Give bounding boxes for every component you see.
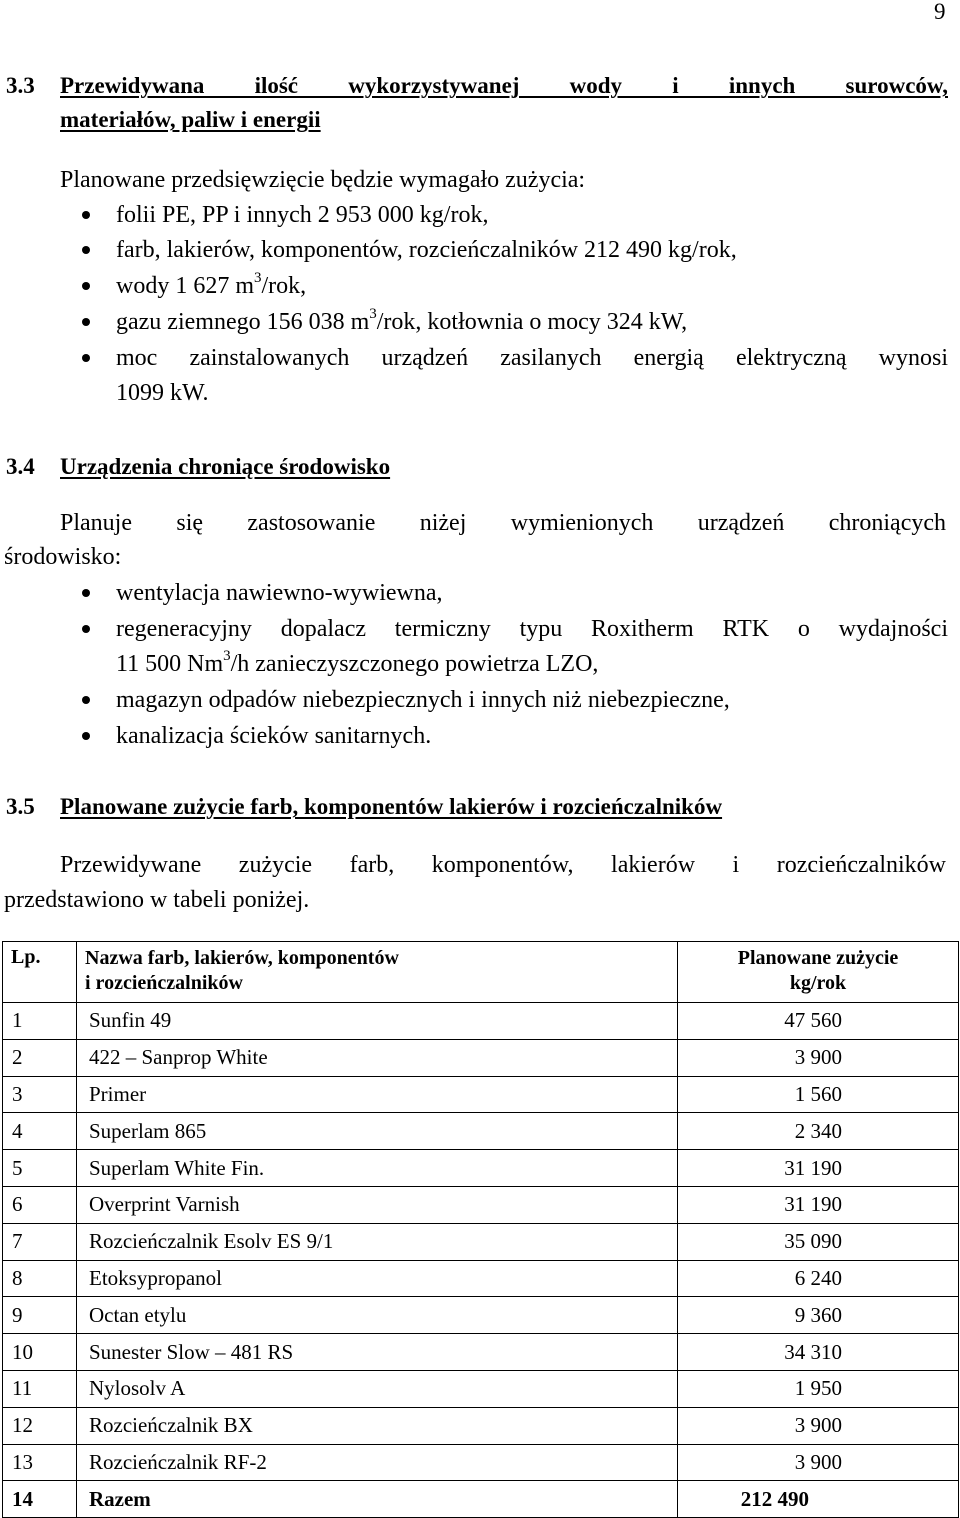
table-total-row bbox=[3, 1481, 959, 1518]
list-item: farb, lakierów, komponentów, rozcieńczalników 212 490 kg/rok, bbox=[116, 237, 737, 263]
cell-lp: 14 bbox=[3, 1481, 77, 1518]
section-3-3-intro: Planowane przedsięwzięcie będzie wymagało zużycia: bbox=[60, 167, 586, 193]
list-item: moc zainstalowanych urządzeń zasilanych energią elektryczną wynosi bbox=[116, 345, 948, 371]
table-row bbox=[3, 1407, 959, 1444]
cell-lp: 11 bbox=[3, 1370, 77, 1407]
list-item-text: 11 500 Nm bbox=[116, 651, 224, 677]
list-item-text: wody 1 627 m bbox=[116, 273, 254, 299]
list-item bbox=[116, 306, 688, 335]
cell-value: 9 360 bbox=[678, 1297, 959, 1334]
header-usage-line2: kg/rok bbox=[789, 972, 847, 994]
table-row bbox=[3, 1223, 959, 1260]
cell-lp: 9 bbox=[3, 1297, 77, 1334]
table-header-row bbox=[3, 942, 959, 1003]
cell-name: Rozcieńczalnik RF-2 bbox=[77, 1444, 678, 1481]
cell-value: 2 340 bbox=[678, 1113, 959, 1150]
list-item-text: /rok, kotłownia o mocy 324 kW, bbox=[376, 309, 688, 335]
section-3-3-title-line1: Przewidywana ilość wykorzystywanej wody i innych surowców, bbox=[60, 73, 948, 98]
list-item-text: /h zanieczyszczonego powietrza LZO, bbox=[230, 651, 599, 677]
table-row bbox=[3, 1003, 959, 1040]
list-item-continuation bbox=[116, 648, 599, 677]
cell-value: 212 490 bbox=[678, 1481, 959, 1518]
table-row bbox=[3, 1260, 959, 1297]
header-name-line2: i rozcieńczalników bbox=[85, 972, 243, 994]
table-row bbox=[3, 1297, 959, 1334]
section-3-4-intro-line2: środowisko: bbox=[4, 544, 122, 570]
cell-name: Primer bbox=[77, 1076, 678, 1113]
cell-lp: 13 bbox=[3, 1444, 77, 1481]
cell-name: Overprint Varnish bbox=[77, 1186, 678, 1223]
section-3-5-intro-line1: Przewidywane zużycie farb, komponentów, lakierów i rozcieńczalników bbox=[60, 852, 946, 878]
cell-lp: 4 bbox=[3, 1113, 77, 1150]
list-item: wentylacja nawiewno-wywiewna, bbox=[116, 580, 443, 606]
cell-name: Superlam 865 bbox=[77, 1113, 678, 1150]
table-row bbox=[3, 1076, 959, 1113]
cell-lp: 1 bbox=[3, 1003, 77, 1040]
superscript: 3 bbox=[254, 270, 262, 286]
superscript: 3 bbox=[369, 306, 377, 322]
cell-lp: 3 bbox=[3, 1076, 77, 1113]
list-item-continuation: 1099 kW. bbox=[116, 380, 209, 406]
cell-lp: 2 bbox=[3, 1039, 77, 1076]
list-item: kanalizacja ścieków sanitarnych. bbox=[116, 723, 432, 749]
cell-lp: 5 bbox=[3, 1150, 77, 1187]
bullet-icon bbox=[82, 354, 90, 362]
cell-value: 31 190 bbox=[678, 1150, 959, 1187]
cell-value: 47 560 bbox=[678, 1003, 959, 1040]
cell-name: Razem bbox=[77, 1481, 678, 1518]
section-3-5-intro-line2: przedstawiono w tabeli poniżej. bbox=[4, 887, 310, 913]
usage-table bbox=[2, 941, 959, 1518]
cell-value: 6 240 bbox=[678, 1260, 959, 1297]
cell-value: 31 190 bbox=[678, 1186, 959, 1223]
table-row bbox=[3, 1039, 959, 1076]
table-row bbox=[3, 1113, 959, 1150]
cell-value: 35 090 bbox=[678, 1223, 959, 1260]
cell-name: Rozcieńczalnik BX bbox=[77, 1407, 678, 1444]
section-3-5-title: Planowane zużycie farb, komponentów lakierów i rozcieńczalników bbox=[60, 794, 723, 819]
table-row bbox=[3, 1444, 959, 1481]
section-3-4-title: Urządzenia chroniące środowisko bbox=[60, 454, 391, 479]
list-item: magazyn odpadów niebezpiecznych i innych niż niebezpieczne, bbox=[116, 687, 730, 713]
bullet-icon bbox=[82, 211, 90, 219]
section-3-4-intro-line1: Planuje się zastosowanie niżej wymienionych urządzeń chroniących bbox=[60, 510, 946, 536]
cell-value: 1 950 bbox=[678, 1370, 959, 1407]
cell-name: 422 – Sanprop White bbox=[77, 1039, 678, 1076]
header-usage bbox=[678, 942, 959, 1003]
superscript: 3 bbox=[223, 648, 231, 664]
table-row bbox=[3, 1370, 959, 1407]
cell-name: Superlam White Fin. bbox=[77, 1150, 678, 1187]
table-row bbox=[3, 1186, 959, 1223]
bullet-icon bbox=[82, 625, 90, 633]
cell-lp: 8 bbox=[3, 1260, 77, 1297]
bullet-icon bbox=[82, 246, 90, 254]
cell-value: 3 900 bbox=[678, 1407, 959, 1444]
cell-lp: 7 bbox=[3, 1223, 77, 1260]
bullet-icon bbox=[82, 732, 90, 740]
page-number: 9 bbox=[934, 0, 946, 24]
list-item: folii PE, PP i innych 2 953 000 kg/rok, bbox=[116, 202, 489, 228]
list-item: regeneracyjny dopalacz termiczny typu Roxitherm RTK o wydajności bbox=[116, 616, 948, 642]
list-item bbox=[116, 270, 307, 299]
section-3-3-number: 3.3 bbox=[6, 73, 35, 98]
cell-lp: 12 bbox=[3, 1407, 77, 1444]
bullet-icon bbox=[82, 589, 90, 597]
bullet-icon bbox=[82, 318, 90, 326]
section-3-5-number: 3.5 bbox=[6, 794, 35, 819]
header-lp: Lp. bbox=[3, 942, 77, 1003]
header-name-line1: Nazwa farb, lakierów, komponentów bbox=[85, 947, 399, 969]
cell-value: 1 560 bbox=[678, 1076, 959, 1113]
cell-name: Nylosolv A bbox=[77, 1370, 678, 1407]
cell-name: Sunester Slow – 481 RS bbox=[77, 1334, 678, 1371]
cell-lp: 6 bbox=[3, 1186, 77, 1223]
cell-value: 34 310 bbox=[678, 1334, 959, 1371]
section-3-3-title-line2: materiałów, paliw i energii bbox=[60, 107, 321, 132]
cell-lp: 10 bbox=[3, 1334, 77, 1371]
cell-value: 3 900 bbox=[678, 1039, 959, 1076]
table-row bbox=[3, 1334, 959, 1371]
cell-name: Etoksypropanol bbox=[77, 1260, 678, 1297]
bullet-icon bbox=[82, 696, 90, 704]
list-item-text: gazu ziemnego 156 038 m bbox=[116, 309, 370, 335]
section-3-4-number: 3.4 bbox=[6, 454, 35, 479]
bullet-icon bbox=[82, 282, 90, 290]
cell-name: Rozcieńczalnik Esolv ES 9/1 bbox=[77, 1223, 678, 1260]
table-row bbox=[3, 1150, 959, 1187]
header-name bbox=[77, 942, 678, 1003]
cell-value: 3 900 bbox=[678, 1444, 959, 1481]
list-item-text: /rok, bbox=[261, 273, 307, 299]
cell-name: Octan etylu bbox=[77, 1297, 678, 1334]
header-usage-line1: Planowane zużycie bbox=[737, 947, 899, 969]
cell-name: Sunfin 49 bbox=[77, 1003, 678, 1040]
